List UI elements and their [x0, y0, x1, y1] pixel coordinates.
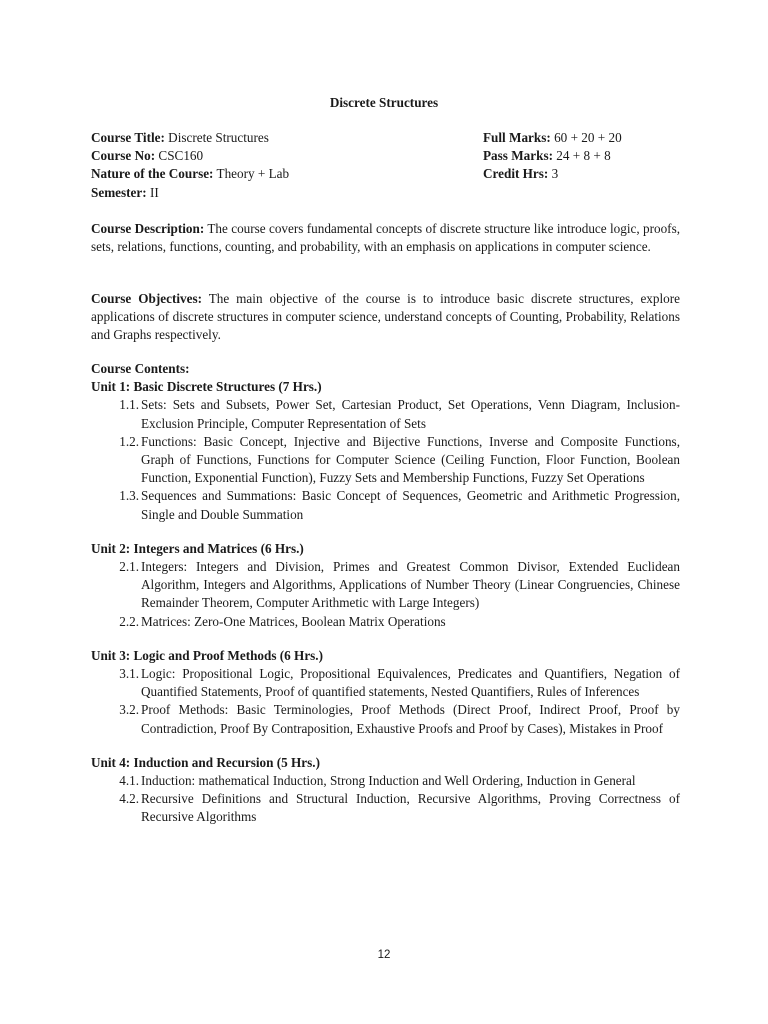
full-marks-field — [483, 129, 622, 147]
semester-value: II — [149, 184, 159, 200]
topic-number: 3.2. — [119, 702, 139, 718]
topic-number: 2.1. — [119, 559, 139, 575]
credit-hrs-value: 3 — [551, 166, 559, 182]
topic-number: 3.1. — [119, 666, 139, 682]
course-no-value: CSC160 — [158, 148, 204, 164]
course-description — [91, 220, 680, 256]
nature-value: Theory + Lab — [216, 166, 290, 182]
topic-text: Sets: Sets and Subsets, Power Set, Cartesian Product, Set Operations, Venn Diagram, Inclusion-Exclusion Principle, Computer Representation of Sets — [141, 397, 680, 431]
topic-item — [91, 558, 680, 613]
unit-heading: Unit 1: Basic Discrete Structures (7 Hrs.) — [91, 379, 322, 395]
topic-number: 1.2. — [119, 433, 139, 449]
topic-number: 4.1. — [119, 773, 139, 789]
course-title-field — [91, 129, 483, 147]
topic-item — [91, 665, 680, 701]
course-no-label: Course No: — [91, 148, 156, 164]
objectives-label: Course Objectives: — [91, 291, 202, 306]
topic-item — [91, 487, 680, 523]
pass-marks-value: 24 + 8 + 8 — [556, 148, 611, 164]
info-row — [91, 147, 681, 165]
topic-text: Induction: mathematical Induction, Strong Induction and Well Ordering, Induction in General — [141, 773, 636, 789]
unit-heading: Unit 4: Induction and Recursion (5 Hrs.) — [91, 754, 320, 770]
page-title: Discrete Structures — [329, 95, 439, 110]
credit-hrs-field — [483, 165, 558, 183]
course-title-value: Discrete Structures — [168, 130, 269, 145]
credit-hrs-label: Credit Hrs: — [483, 166, 549, 182]
topic-text: Recursive Definitions and Structural Induction, Recursive Algorithms, Proving Correctness of Recursive Algorithms — [141, 791, 680, 825]
page-number: 12 — [377, 949, 391, 961]
course-info — [91, 129, 681, 202]
unit-section — [91, 540, 680, 631]
info-row — [91, 184, 681, 202]
info-row — [91, 165, 681, 183]
topic-text: Integers: Integers and Division, Primes and Greatest Common Divisor, Extended Euclidean Algorithm, Integers and Algorithms, Applications of Number Theory (Linear Congruencies, Chinese Remainder Theorem, Computer Arithmetic with Large Integers) — [141, 559, 680, 611]
topic-text: Logic: Propositional Logic, Propositional Equivalences, Predicates and Quantifiers, Negation of Quantified Statements, Proof of quantified statements, Nested Quantifiers, Rules of Inferences — [141, 666, 680, 700]
unit-section — [91, 754, 680, 827]
unit-section — [91, 647, 680, 738]
topic-number: 2.2. — [119, 613, 139, 629]
info-row — [91, 129, 681, 147]
nature-field — [91, 165, 483, 183]
topic-item — [91, 701, 680, 737]
unit-heading: Unit 3: Logic and Proof Methods (6 Hrs.) — [91, 647, 323, 663]
topic-item — [91, 790, 680, 826]
topic-item — [91, 396, 680, 432]
topic-number: 1.3. — [119, 488, 139, 504]
description-label: Course Description: — [91, 221, 205, 236]
topic-item — [91, 772, 680, 790]
topic-text: Matrices: Zero-One Matrices, Boolean Matrix Operations — [141, 613, 446, 629]
topic-text: Proof Methods: Basic Terminologies, Proof Methods (Direct Proof, Indirect Proof, Proof by Contradiction, Proof By Contraposition, Exhaustive Proofs and Proof by Cases), Mistakes in Proof — [141, 702, 680, 736]
full-marks-value: 60 + 20 + 20 — [554, 130, 622, 145]
contents-heading: Course Contents: — [91, 361, 190, 376]
course-no-field — [91, 147, 483, 165]
topic-number: 4.2. — [119, 791, 139, 807]
nature-label: Nature of the Course: — [91, 166, 214, 182]
course-title-label: Course Title: — [91, 130, 165, 145]
pass-marks-field — [483, 147, 611, 165]
unit-section — [91, 378, 680, 524]
full-marks-label: Full Marks: — [483, 130, 551, 145]
course-contents — [91, 360, 680, 843]
unit-heading: Unit 2: Integers and Matrices (6 Hrs.) — [91, 540, 304, 556]
topic-item — [91, 433, 680, 488]
description-text: The course covers fundamental concepts of discrete structure like introduce logic, proofs, sets, relations, functions, counting, and probability, with an emphasis on applications in computer science. — [91, 221, 680, 255]
topic-text: Functions: Basic Concept, Injective and Bijective Functions, Inverse and Composite Functions, Graph of Functions, Functions for Computer Science (Ceiling Function, Floor Function, Boolean Function, Exponential Function), Fuzzy Sets and Membership Functions, Fuzzy Set Operations — [141, 433, 680, 486]
topic-number: 1.1. — [119, 397, 139, 413]
course-objectives — [91, 290, 680, 345]
pass-marks-label: Pass Marks: — [483, 148, 553, 164]
semester-label: Semester: — [91, 184, 147, 200]
unit-list — [91, 378, 680, 826]
topic-item — [91, 613, 680, 631]
objectives-text: The main objective of the course is to introduce basic discrete structures, explore applications of discrete structures in computer science, understand concepts of Counting, Probability, Relations and Graphs respectively. — [91, 291, 680, 343]
topic-text: Sequences and Summations: Basic Concept of Sequences, Geometric and Arithmetic Progression, Single and Double Summation — [141, 488, 680, 522]
semester-field — [91, 184, 483, 202]
